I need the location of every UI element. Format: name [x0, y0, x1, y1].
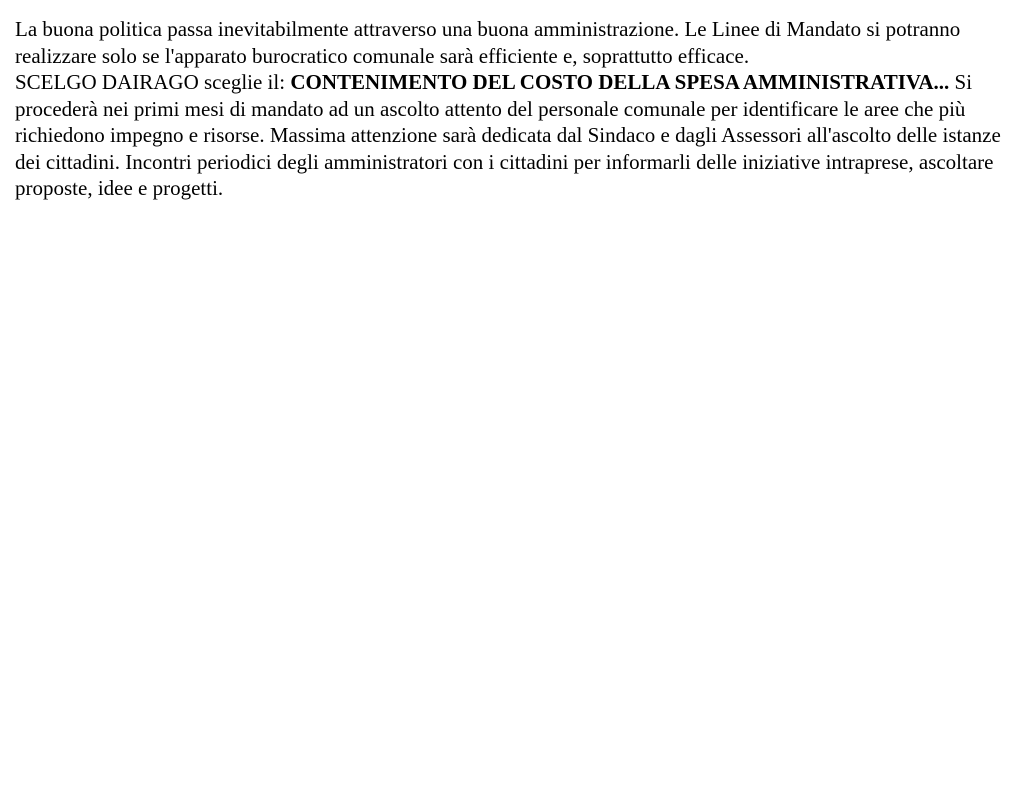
document-text	[15, 16, 1012, 202]
body-text: Si procederà nei primi mesi di mandato ad un ascolto attento del personale comunale per identificare le aree che più richiedono impegno e risorse. Massima attenzione sarà dedicata dal Sindaco e dagli Assessori all'ascolto delle istanze dei cittadini. Incontri periodici degli amministratori con i cittadini per informarli delle iniziative intraprese, ascoltare proposte, idee e progetti.	[15, 70, 1001, 200]
headline-text: CONTENIMENTO DEL COSTO DELLA SPESA AMMINISTRATIVA...	[290, 70, 950, 94]
intro-text: La buona politica passa inevitabilmente attraverso una buona amministrazione. Le Linee di Mandato si potranno realizzare solo se l'apparato burocratico comunale sarà efficiente e, soprattutto efficace.	[15, 17, 961, 68]
lead-in-text: SCELGO DAIRAGO sceglie il:	[15, 70, 291, 94]
